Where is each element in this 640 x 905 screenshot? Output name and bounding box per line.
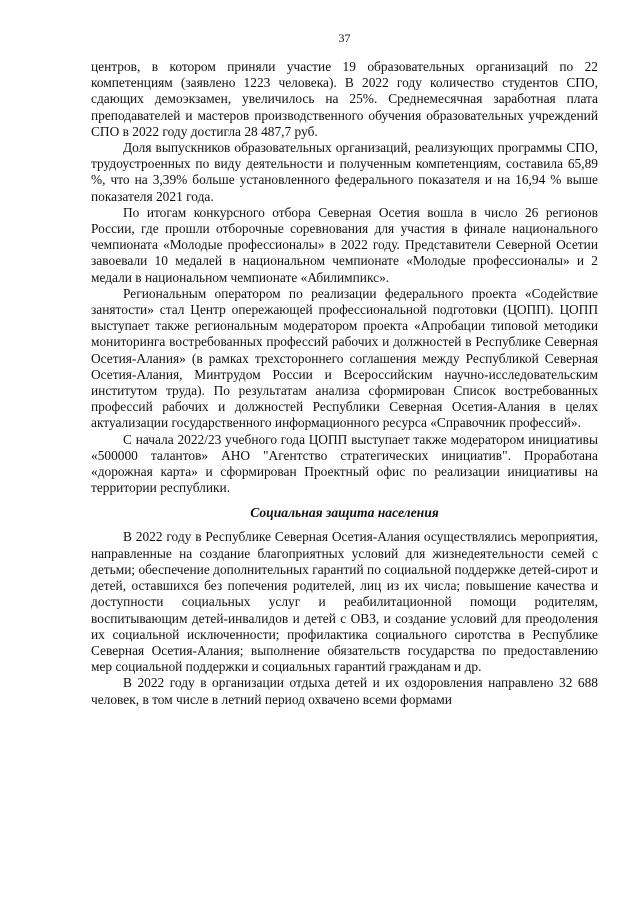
- paragraph: Доля выпускников образовательных организаций, реализующих программы СПО, трудоустроенных по виду деятельности и полученным компетенциям, составила 65,89 %, что на 3,39% больше установленного федерального показателя и на 16,94 % выше показателя 2021 года.: [91, 140, 598, 204]
- paragraph: центров, в котором приняли участие 19 образовательных организаций по 22 компетенциям (заявлено 1223 человека). В 2022 году количество студентов СПО, сдающих демоэкзамен, увеличилось на 25%. Среднемесячная заработная плата преподавателей и мастеров производственного обучения образовательных учреждений СПО в 2022 году достигла 28 487,7 руб.: [91, 59, 598, 139]
- paragraph: С начала 2022/23 учебного года ЦОПП выступает также модератором инициативы «500000 талантов» АНО "Агентство стратегических инициатив". Проработана «дорожная карта» и сформирован Проектный офис по реализации инициативы на территории республики.: [91, 431, 598, 496]
- paragraph: Региональным оператором по реализации федерального проекта «Содействие занятости» стал Центр опережающей профессиональной подготовки (ЦОПП). ЦОПП выступает также региональным модератором проекта «Апробации типовой методики мониторинга востребованных профессий рабочих и должностей в Республике Северная Осетия-Алания» (в рамках трехстороннего соглашения между Республикой Северная Осетия-Алания, Минтрудом России и Всероссийским научно-исследовательским институтом труда). По результатам анализа сформирован Список востребованных профессий рабочих и должностей Республики Северная Осетия-Алания в целях актуализации государственного информационного ресурса «Справочник профессий».: [91, 285, 598, 431]
- document-body: [91, 59, 598, 708]
- paragraph: По итогам конкурсного отбора Северная Осетия вошла в число 26 регионов России, где прошли отборочные соревнования для участия в финале национального чемпионата «Молодые профессионалы» в 2022 году. Представители Северной Осетии завоевали 10 медалей в национальном чемпионате «Молодые профессионалы» и 2 медали в национальном чемпионате «Абилимпикс».: [91, 204, 598, 285]
- section-heading: Социальная защита населения: [250, 505, 439, 521]
- page-number: 37: [338, 31, 351, 45]
- paragraph: В 2022 году в организации отдыха детей и их оздоровления направлено 32 688 человек, в том числе в летний период охвачено всеми формами: [91, 675, 598, 707]
- paragraph: В 2022 году в Республике Северная Осетия-Алания осуществлялись мероприятия, направленные на создание благоприятных условий для жизнедеятельности семей с детьми; обеспечение дополнительных гарантий по социальной поддержке детей-сирот и детей, оставшихся без попечения родителей, лиц из их числа; повышение качества и доступности социальных услуг и реабилитационной помощи родителям, воспитывающим детей-инвалидов и детей с ОВЗ, и создание условий для преодоления их социальной исключенности; профилактика социального сиротства в Республике Северная Осетия-Алания; выполнение обязательств государства по предоставлению мер социальной поддержки и социальных гарантий гражданам и др.: [91, 529, 598, 675]
